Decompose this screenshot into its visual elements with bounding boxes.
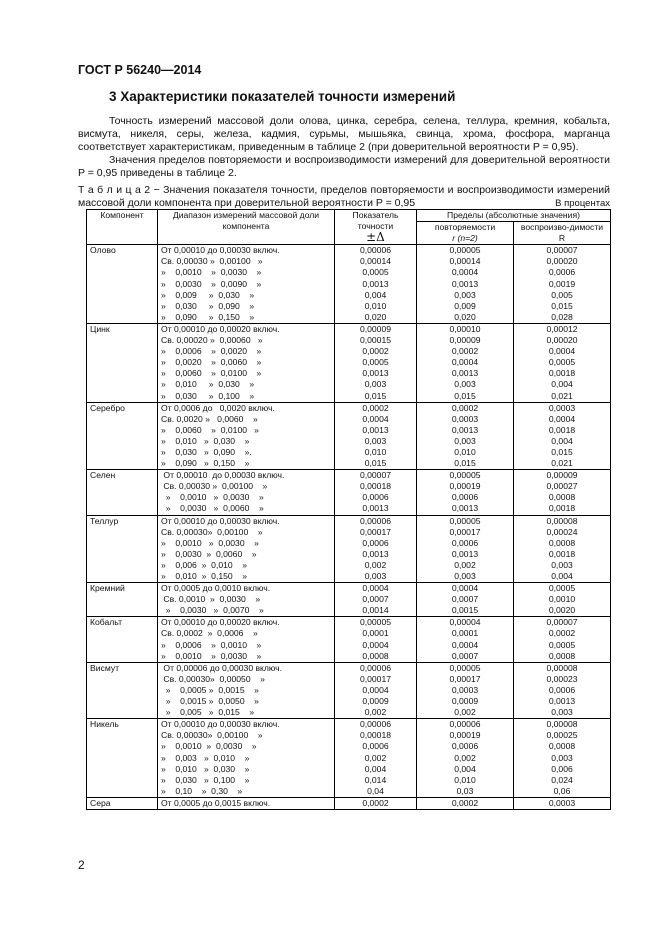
cell-repeatability-value: 0,003 (454, 435, 476, 446)
cell-accuracy-value: 0,00015 (359, 335, 392, 346)
cell-repeatability-value: 0,009 (454, 300, 476, 311)
cell-accuracy (335, 719, 417, 798)
cell-repeatability (417, 617, 514, 662)
cell-accuracy-value: 0,0006 (362, 741, 389, 752)
cell-reproducibility-value: 0,0008 (548, 741, 576, 752)
cell-accuracy (335, 470, 417, 515)
cell-range-value: Св. 0,00030» 0,00050 » (161, 673, 265, 684)
cell-repeatability-value: 0,03 (456, 785, 474, 796)
cell-range-value: » 0,010 » 0,150 » (161, 571, 248, 581)
cell-reproducibility-value: 0,00009 (546, 470, 578, 481)
cell-repeatability-value: 0,015 (454, 390, 476, 401)
cell-reproducibility-value: 0,0004 (548, 413, 576, 424)
cell-range-value: От 0,0005 до 0,0010 включ. (161, 583, 271, 594)
cell-reproducibility-value: 0,003 (551, 752, 573, 763)
cell-accuracy-value: 0,00007 (359, 470, 392, 481)
cell-repeatability-value: 0,0001 (451, 628, 479, 639)
cell-repeatability-value: 0,00017 (449, 526, 481, 537)
cell-accuracy-value: 0,003 (364, 379, 387, 390)
cell-reproducibility-value: 0,00007 (546, 245, 578, 256)
cell-range-value: » 0,0060 » 0,0100 » (161, 424, 259, 435)
cell-accuracy-value: 0,0013 (362, 368, 389, 379)
cell-repeatability-value: 0,0004 (451, 357, 479, 368)
cell-range (158, 515, 335, 583)
cell-accuracy-value: 0,00017 (359, 673, 392, 684)
cell-reproducibility-value: 0,0018 (548, 503, 576, 514)
cell-range-value: » 0,0030 » 0,0070 » (161, 605, 264, 616)
cell-repeatability (417, 323, 514, 402)
cell-accuracy-value: 0,020 (364, 311, 387, 322)
cell-reproducibility-value: 0,00027 (546, 481, 578, 492)
cell-reproducibility-value: 0,00020 (546, 256, 578, 267)
cell-range-value: От 0,0006 до 0,0020 включ. (161, 402, 275, 413)
cell-reproducibility-value: 0,015 (551, 300, 573, 311)
cell-accuracy-value: 0,0009 (362, 696, 389, 707)
cell-range-value: Св. 0,00030 » 0,00100 » (161, 481, 268, 492)
table-row (87, 617, 611, 662)
cell-range (158, 245, 335, 324)
cell-repeatability-value: 0,0002 (451, 797, 479, 808)
cell-reproducibility-value: 0,0020 (548, 605, 576, 616)
cell-repeatability-value: 0,00014 (449, 256, 481, 267)
header-repeatability (417, 222, 514, 245)
cell-range-value: » 0,030 » 0,090 ». (161, 446, 252, 457)
cell-reproducibility-value: 0,0018 (548, 548, 576, 559)
cell-accuracy-value: 0,0001 (362, 628, 389, 639)
cell-repeatability-value: 0,0013 (451, 368, 479, 379)
cell-repeatability-value: 0,0013 (451, 548, 479, 559)
cell-range-value: От 0,00006 до 0,00030 включ. (161, 662, 283, 673)
cell-range-value: Св. 0,0010 » 0,0030 » (161, 594, 261, 605)
cell-range (158, 470, 335, 515)
cell-accuracy-value: 0,014 (364, 774, 387, 785)
cell-accuracy-value: 0,010 (364, 300, 387, 311)
cell-reproducibility-value: 0,00025 (546, 730, 578, 741)
table-caption (78, 184, 610, 210)
paragraph-text: Точность измерений массовой доли олова, цинка, серебра, селена, теллура, кремния, кобальта, висмута, никеля, серы, железа, кадмия, сурьмы, мышьяка, свинца, хрома, фосфора, марганца соответствует характеристикам, приведенным в таблице 2 (при доверительной вероятности P = 0,95). (78, 115, 610, 154)
cell-repeatability-value: 0,003 (454, 571, 476, 581)
cell-component: Висмут (87, 662, 158, 718)
cell-range-value: От 0,00010 до 0,00020 включ. (161, 323, 280, 334)
cell-reproducibility-value: 0,0005 (548, 583, 576, 594)
cell-reproducibility-value: 0,028 (551, 311, 573, 322)
cell-repeatability-value: 0,020 (454, 311, 476, 322)
cell-range-value: От 0,0005 до 0,0015 включ. (161, 797, 271, 808)
table-row (87, 719, 611, 798)
cell-range-value: » 0,009 » 0,030 » (161, 289, 255, 300)
table-body (87, 245, 611, 810)
cell-range (158, 662, 335, 718)
cell-accuracy-value: 0,0005 (362, 357, 389, 368)
cell-range-value: От 0,00010 до 0,00020 включ. (161, 617, 280, 628)
cell-repeatability-value: 0,00019 (449, 481, 481, 492)
table-row (87, 662, 611, 718)
cell-reproducibility-value: 0,0019 (548, 278, 576, 289)
cell-repeatability (417, 515, 514, 583)
cell-repeatability-value: 0,0013 (451, 424, 479, 435)
cell-range-value: » 0,0010 » 0,0030 » (161, 267, 262, 278)
table-row (87, 323, 611, 402)
cell-accuracy-value: 0,0013 (362, 503, 389, 514)
cell-accuracy-value: 0,0007 (362, 594, 389, 605)
cell-reproducibility-value: 0,0005 (548, 639, 576, 650)
cell-accuracy-value: 0,0004 (362, 413, 389, 424)
cell-range-value: Св. 0,00030» 0,00100 » (161, 526, 263, 537)
cell-reproducibility-value: 0,004 (551, 435, 573, 446)
cell-accuracy-value: 0,00006 (359, 245, 392, 256)
cell-reproducibility-value: 0,0005 (548, 357, 576, 368)
cell-accuracy-value: 0,003 (364, 435, 387, 446)
cell-accuracy-value: 0,0002 (362, 797, 389, 808)
cell-range (158, 583, 335, 617)
cell-repeatability (417, 402, 514, 470)
cell-range-value: » 0,0006 » 0,0010 » (161, 639, 262, 650)
header-repeatability-label: повторяемости (434, 222, 496, 233)
cell-repeatability-value: 0,0003 (451, 684, 479, 695)
header-accuracy-label: Показатель точности (352, 210, 399, 232)
cell-accuracy-value: 0,00006 (359, 515, 392, 526)
cell-repeatability-value: 0,010 (454, 774, 476, 785)
cell-component: Сера (87, 797, 158, 809)
cell-accuracy-value: 0,00018 (359, 730, 392, 741)
cell-range-value: » 0,003 » 0,010 » (161, 752, 250, 763)
cell-reproducibility-value: 0,004 (551, 379, 573, 390)
cell-accuracy-value: 0,0013 (362, 424, 389, 435)
cell-reproducibility (514, 662, 611, 718)
paragraph-limits (78, 154, 610, 180)
cell-reproducibility (514, 470, 611, 515)
table-row (87, 515, 611, 583)
cell-repeatability-value: 0,0013 (451, 278, 479, 289)
table-row (87, 245, 611, 324)
cell-reproducibility-value: 0,00012 (546, 323, 578, 334)
cell-accuracy-value: 0,0004 (362, 684, 389, 695)
cell-reproducibility-value: 0,0013 (548, 696, 576, 707)
cell-repeatability-value: 0,003 (454, 379, 476, 390)
cell-reproducibility-value: 0,0008 (548, 537, 576, 548)
cell-accuracy-value: 0,0006 (362, 492, 389, 503)
cell-range-value: » 0,0010 » 0,0030 » (161, 741, 257, 752)
cell-range-value: » 0,090 » 0,150 » (161, 311, 255, 322)
cell-reproducibility-value: 0,0006 (548, 267, 576, 278)
cell-repeatability-value: 0,0013 (451, 503, 479, 514)
cell-reproducibility-value: 0,021 (551, 458, 573, 469)
cell-reproducibility-value: 0,00008 (546, 719, 578, 730)
page-number: 2 (78, 858, 85, 872)
cell-repeatability-value: 0,00004 (449, 617, 481, 628)
cell-reproducibility-value: 0,0004 (548, 346, 576, 357)
accuracy-table (86, 209, 611, 810)
cell-repeatability-value: 0,0006 (451, 492, 479, 503)
cell-range-value: » 0,010 » 0,030 » (161, 763, 250, 774)
cell-reproducibility-value: 0,00020 (546, 335, 578, 346)
cell-range-value: От 0,00010 до 0,00030 включ. (161, 515, 280, 526)
cell-repeatability-value: 0,00005 (449, 515, 481, 526)
cell-accuracy-value: 0,004 (364, 289, 387, 300)
cell-range-value: » 0,0060 » 0,0100 » (161, 368, 262, 379)
cell-accuracy (335, 662, 417, 718)
table-row (87, 797, 611, 809)
cell-repeatability-value: 0,0007 (451, 650, 479, 661)
cell-repeatability-value: 0,0009 (451, 696, 479, 707)
cell-accuracy-value: 0,00006 (359, 719, 392, 730)
cell-accuracy-value: 0,0006 (362, 537, 389, 548)
cell-range-value: » 0,090 » 0,150 » (161, 458, 250, 469)
cell-reproducibility-value: 0,0010 (548, 594, 576, 605)
cell-accuracy-value: 0,00014 (359, 256, 392, 267)
cell-reproducibility-value: 0,0002 (548, 628, 576, 639)
cell-range-value: » 0,0030 » 0,0060 » (161, 503, 264, 514)
cell-accuracy-value: 0,00005 (359, 617, 392, 628)
cell-range-value: » 0,0006 » 0,0020 » (161, 346, 262, 357)
cell-accuracy-value: 0,002 (364, 559, 387, 570)
table-row (87, 402, 611, 470)
paragraph-text: Значения пределов повторяемости и воспроизводимости измерений для доверительной вероятности P = 0,95 приведены в таблице 2. (78, 154, 610, 180)
cell-accuracy-value: 0,004 (364, 763, 387, 774)
cell-reproducibility-value: 0,003 (551, 559, 573, 570)
cell-repeatability-value: 0,0004 (451, 583, 479, 594)
cell-reproducibility-value: 0,0003 (548, 402, 576, 413)
cell-repeatability-value: 0,015 (454, 458, 476, 469)
cell-repeatability-value: 0,00006 (449, 719, 481, 730)
header-component: Компонент (87, 210, 158, 245)
cell-repeatability-value: 0,00009 (449, 335, 481, 346)
cell-range-value: » 0,010 » 0,030 » (161, 379, 255, 390)
cell-range-value: » 0,005 » 0,015 » (161, 707, 255, 718)
cell-repeatability-value: 0,0007 (451, 594, 479, 605)
cell-range (158, 797, 335, 809)
cell-repeatability-value: 0,00005 (449, 470, 481, 481)
cell-reproducibility-value: 0,015 (551, 446, 573, 457)
cell-accuracy-value: 0,0013 (362, 278, 389, 289)
cell-repeatability (417, 470, 514, 515)
cell-range-value: » 0,0020 » 0,0060 » (161, 357, 262, 368)
cell-reproducibility (514, 245, 611, 324)
cell-range-value: » 0,0010 » 0,0030 » (161, 650, 262, 661)
cell-reproducibility-value: 0,0008 (548, 650, 576, 661)
table-row (87, 470, 611, 515)
cell-component: Кремний (87, 583, 158, 617)
cell-reproducibility-value: 0,006 (551, 763, 573, 774)
cell-range (158, 719, 335, 798)
cell-repeatability-value: 0,00017 (449, 673, 481, 684)
cell-accuracy-value: 0,0014 (362, 605, 389, 616)
cell-repeatability (417, 797, 514, 809)
cell-range-value: » 0,10 » 0,30 » (161, 785, 243, 796)
cell-repeatability-value: 0,002 (454, 752, 476, 763)
cell-component: Никель (87, 719, 158, 798)
document-header: ГОСТ Р 56240—2014 (78, 63, 202, 77)
cell-range (158, 402, 335, 470)
cell-range-value: Св. 0,0002 » 0,0006 » (161, 628, 258, 639)
cell-reproducibility-value: 0,00007 (546, 617, 578, 628)
cell-accuracy (335, 323, 417, 402)
cell-accuracy (335, 797, 417, 809)
cell-reproducibility-value: 0,00023 (546, 673, 578, 684)
header-limits: Пределы (абсолютные значения) (417, 210, 611, 222)
cell-reproducibility-value: 0,005 (551, 289, 573, 300)
cell-accuracy-value: 0,010 (364, 446, 387, 457)
cell-accuracy-value: 0,002 (364, 707, 387, 718)
cell-repeatability-value: 0,0004 (451, 639, 479, 650)
cell-repeatability (417, 719, 514, 798)
cell-accuracy (335, 245, 417, 324)
cell-reproducibility-value: 0,024 (551, 774, 573, 785)
cell-reproducibility-value: 0,003 (551, 707, 573, 718)
cell-reproducibility-value: 0,0018 (548, 424, 576, 435)
cell-range-value: » 0,030 » 0,100 » (161, 774, 250, 785)
cell-accuracy-value: 0,00009 (359, 323, 392, 334)
cell-range-value: » 0,030 » 0,090 » (161, 300, 255, 311)
cell-reproducibility-value: 0,0008 (548, 492, 576, 503)
cell-accuracy-value: 0,04 (367, 785, 384, 796)
cell-range-value: » 0,030 » 0,100 » (161, 390, 255, 401)
cell-range-value: » 0,0010 » 0,0030 » (161, 537, 259, 548)
caption-text: Т а б л и ц а 2 − Значения показателя точности, пределов повторяемости и воспроизводимости измерений массовой доли компонента при доверительной вероятности P = 0,95 (78, 184, 610, 209)
cell-range-value: » 0,0030 » 0,0060 » (161, 548, 257, 559)
cell-range-value: » 0,006 » 0,010 » (161, 559, 248, 570)
cell-range-value: » 0,0005 » 0,0015 » (161, 684, 259, 695)
header-repeatability-symbol: r (n=2) (452, 233, 478, 244)
cell-accuracy-value: 0,0008 (362, 650, 389, 661)
cell-accuracy-value: 0,0004 (362, 639, 389, 650)
cell-accuracy-value: 0,0002 (362, 402, 389, 413)
cell-repeatability-value: 0,010 (454, 446, 476, 457)
header-reproducibility: воспроизво-димости R (514, 222, 611, 245)
cell-reproducibility (514, 515, 611, 583)
cell-range-value: » 0,0010 » 0,0030 » (161, 492, 264, 503)
cell-repeatability-value: 0,003 (454, 289, 476, 300)
table-row (87, 583, 611, 617)
cell-accuracy-value: 0,00006 (359, 662, 392, 673)
cell-accuracy (335, 515, 417, 583)
cell-range-value: Св. 0,00030 » 0,00100 » (161, 256, 263, 267)
cell-reproducibility (514, 797, 611, 809)
header-accuracy (335, 210, 417, 245)
cell-repeatability (417, 662, 514, 718)
cell-component: Олово (87, 245, 158, 324)
cell-range (158, 617, 335, 662)
cell-repeatability-value: 0,0006 (451, 741, 479, 752)
cell-accuracy (335, 402, 417, 470)
cell-range-value: От 0,00010 до 0,00030 включ. (161, 245, 280, 256)
cell-accuracy-value: 0,0004 (362, 583, 389, 594)
section-title: 3 Характеристики показателей точности измерений (109, 89, 456, 104)
cell-repeatability-value: 0,0015 (451, 605, 479, 616)
cell-reproducibility (514, 719, 611, 798)
cell-repeatability-value: 0,00019 (449, 730, 481, 741)
cell-accuracy-value: 0,0002 (362, 346, 389, 357)
cell-component: Теллур (87, 515, 158, 583)
cell-component: Цинк (87, 323, 158, 402)
cell-reproducibility-value: 0,00024 (546, 526, 578, 537)
cell-accuracy-value: 0,00017 (359, 526, 392, 537)
cell-repeatability (417, 583, 514, 617)
cell-range-value: Св. 0,00030» 0,00100 » (161, 730, 263, 741)
cell-reproducibility-value: 0,0018 (548, 368, 576, 379)
cell-repeatability-value: 0,0006 (451, 537, 479, 548)
cell-component: Серебро (87, 402, 158, 470)
cell-accuracy-value: 0,00018 (359, 481, 392, 492)
cell-repeatability-value: 0,002 (454, 559, 476, 570)
cell-accuracy-value: 0,003 (364, 571, 387, 581)
cell-reproducibility-value: 0,004 (551, 571, 573, 581)
cell-repeatability-value: 0,002 (454, 707, 476, 718)
cell-repeatability-value: 0,00005 (449, 245, 481, 256)
cell-reproducibility (514, 617, 611, 662)
cell-range-value: » 0,0015 » 0,0050 » (161, 696, 259, 707)
cell-reproducibility-value: 0,0003 (548, 797, 576, 808)
cell-reproducibility-value: 0,021 (551, 390, 573, 401)
paragraph-accuracy (78, 115, 610, 155)
cell-accuracy-value: 0,015 (364, 390, 387, 401)
cell-range-value: Св. 0,0020 » 0,0060 » (161, 413, 258, 424)
cell-range-value: » 0,0030 » 0,0090 » (161, 278, 262, 289)
cell-reproducibility-value: 0,06 (553, 785, 571, 796)
cell-accuracy-value: 0,015 (364, 458, 387, 469)
cell-component: Кобальт (87, 617, 158, 662)
cell-reproducibility-value: 0,00008 (546, 662, 578, 673)
cell-range-value: От 0,00010 до 0,00030 включ. (161, 470, 285, 481)
cell-reproducibility (514, 583, 611, 617)
cell-component: Селен (87, 470, 158, 515)
cell-accuracy (335, 583, 417, 617)
cell-repeatability-value: 0,0002 (451, 402, 479, 413)
cell-range-value: Св. 0,00020 » 0,00060 » (161, 335, 263, 346)
cell-accuracy-value: 0,002 (364, 752, 387, 763)
header-range: Диапазон измерений массовой доли компонента (158, 210, 335, 245)
cell-reproducibility-value: 0,00008 (546, 515, 578, 526)
cell-range-value: » 0,010 » 0,030 » (161, 435, 250, 446)
units-label: В процентах (555, 198, 610, 209)
cell-reproducibility (514, 402, 611, 470)
cell-accuracy-value: 0,0013 (362, 548, 389, 559)
cell-reproducibility (514, 323, 611, 402)
cell-range (158, 323, 335, 402)
cell-repeatability-value: 0,0004 (451, 267, 479, 278)
cell-repeatability-value: 0,00005 (449, 662, 481, 673)
cell-repeatability-value: 0,004 (454, 763, 476, 774)
cell-range-value: От 0,00010 до 0,00030 включ. (161, 719, 280, 730)
cell-repeatability-value: 0,00010 (449, 323, 481, 334)
cell-repeatability-value: 0,0002 (451, 346, 479, 357)
cell-accuracy (335, 617, 417, 662)
plus-minus-delta-symbol: ±Δ (366, 230, 385, 245)
cell-repeatability (417, 245, 514, 324)
cell-accuracy-value: 0,0005 (362, 267, 389, 278)
cell-reproducibility-value: 0,0006 (548, 684, 576, 695)
cell-repeatability-value: 0,0003 (451, 413, 479, 424)
